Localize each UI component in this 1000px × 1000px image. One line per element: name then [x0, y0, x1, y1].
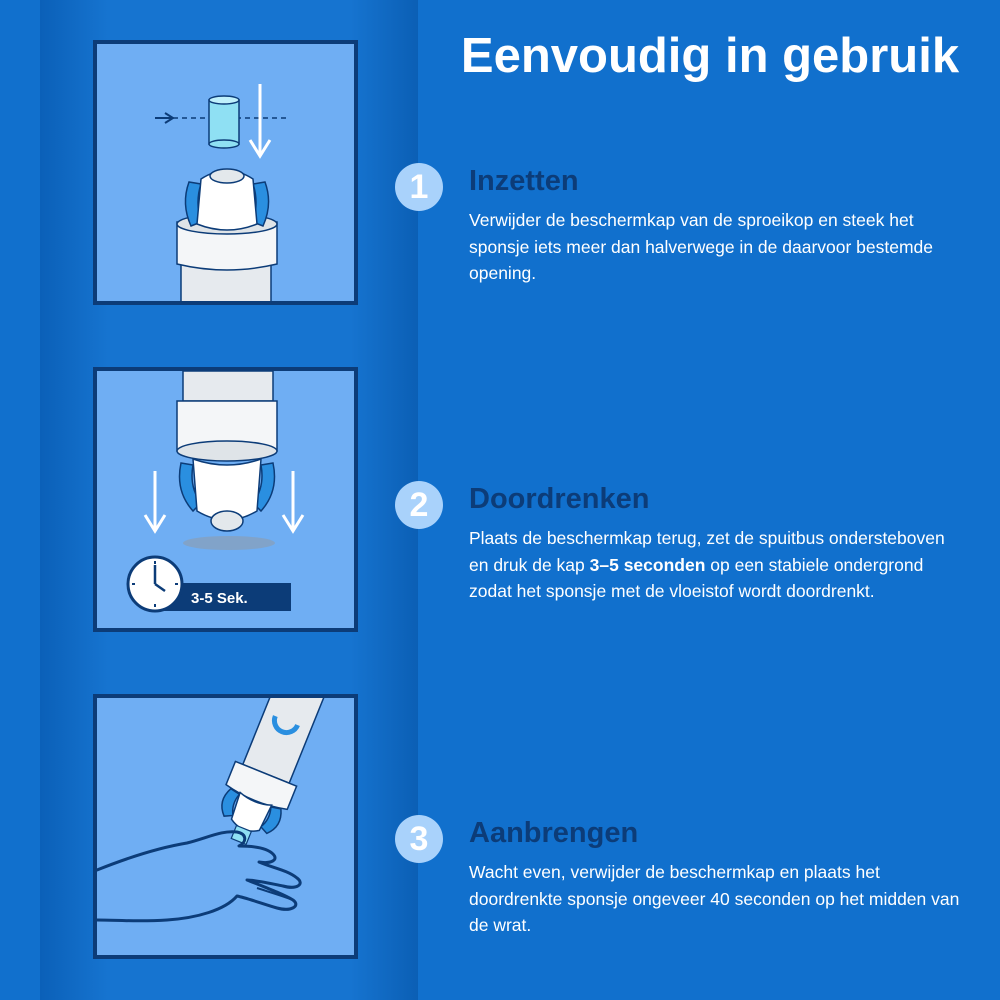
step-text-part: op een stabiele ondergrond zodat het sponsje met de vloeistof wordt doordrenkt. — [469, 554, 924, 601]
step-text-part: Plaats de beschermkap terug, zet de spuitbus ondersteboven en druk de kap — [469, 528, 945, 575]
step-description: Verwijder de beschermkap van de sproeikop en steek het sponsje iets meer dan halverwege in de daarvoor bestemde opening. — [469, 210, 934, 283]
step-description — [469, 525, 969, 605]
step-description: Wacht even, verwijder de beschermkap en plaats het doordrenkte sponsje ongeveer 40 seconden op het midden van de wrat. — [469, 862, 960, 935]
step-number-badge: 2 — [395, 481, 443, 529]
step-title: Inzetten — [469, 165, 579, 197]
step-text-emphasis: 3–5 seconden — [589, 554, 706, 575]
clock-icon — [128, 557, 182, 611]
timer-label: 3-5 Sek. — [191, 590, 248, 607]
illustration-apply — [93, 694, 358, 959]
step-number-badge: 1 — [395, 163, 443, 211]
illustration-press — [93, 367, 358, 632]
apply-to-hand-illustration — [97, 698, 354, 955]
step-title: Doordrenken — [469, 483, 650, 515]
step-number-badge: 3 — [395, 815, 443, 863]
illustration-insert — [93, 40, 358, 305]
sponge-insert-illustration — [97, 44, 354, 301]
page-title: Eenvoudig in gebruik — [460, 29, 960, 83]
press-down-illustration — [97, 371, 354, 628]
step-title: Aanbrengen — [469, 817, 639, 849]
